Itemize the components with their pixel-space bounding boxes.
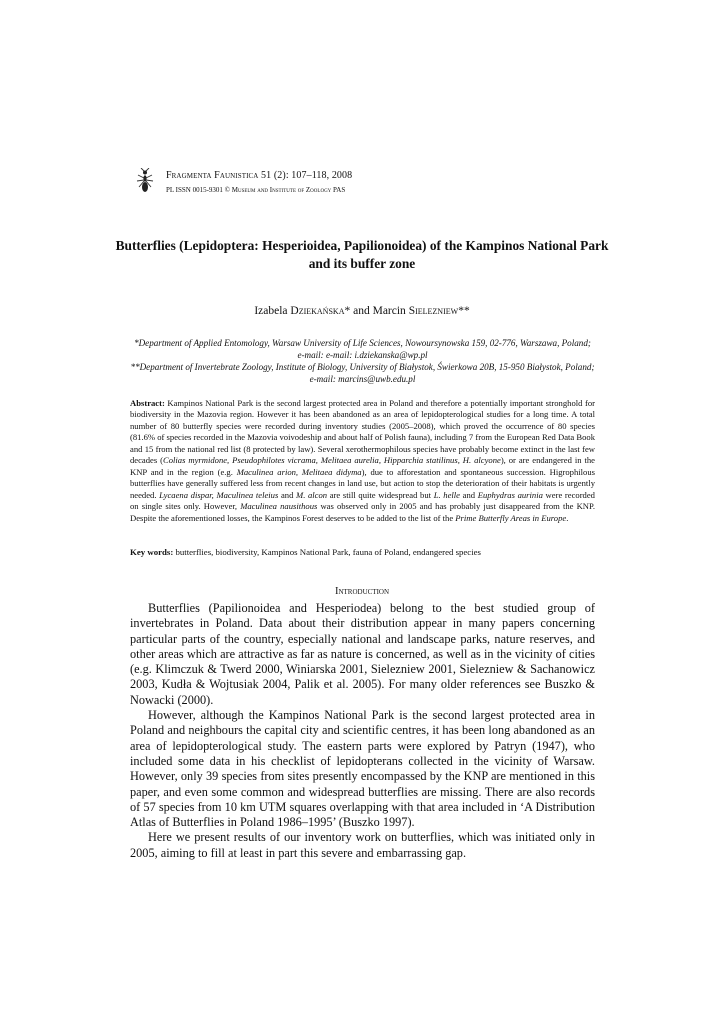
issn-text: PL ISSN 0015-9301 © <box>166 186 232 194</box>
abstract-species: L. helle <box>433 489 460 500</box>
abstract-species: M. alcon <box>296 489 328 500</box>
issn-line <box>166 186 345 194</box>
author2-mark: ** <box>458 305 470 317</box>
body-paragraph: Here we present results of our inventory work on butterflies, which was initiated only in 2005, aiming to fill at least in part this severe and embarrassing gap. <box>130 830 595 860</box>
body-paragraph: Butterflies (Papilionoidea and Hesperiodea) belong to the best studied group of invertebrates in Poland. Data about their distribution appear in many papers concerning particular parts of the country, especially national and landscape parks, nature reserves, and other areas which are attractive as far as nature is concerned, as well as in the vicinity of cities (e.g. Klimczuk & Twerd 2000, Winiarska 2001, Sielezniew 2001, Sielezniew & Sachanowicz 2003, Kudła & Wojtusiak 2004, Palik et al. 2005). For many older references see Buszko & Nowacki (2000). <box>130 601 595 707</box>
abstract-text: and <box>278 489 297 500</box>
ant-logo-icon <box>135 168 155 194</box>
author2-last: Sielezniew <box>408 305 459 317</box>
author1-first: Izabela <box>254 305 291 317</box>
abstract-label: Abstract: <box>130 398 165 408</box>
publisher-name: Museum and Institute of Zoology PAS <box>231 186 346 194</box>
abstract-italic-phrase: Prime Butterfly Areas in Europe <box>455 512 567 523</box>
journal-volume: 51 (2): 107–118, 2008 <box>258 170 353 181</box>
author-joiner: and Marcin <box>350 305 409 317</box>
abstract-text: was observed only in 2005 and has probably just disappeared from the KNP. Despite the aforementioned losses, the Kampinos Forest deserves to be added to the list of the <box>130 501 595 523</box>
keywords <box>130 547 595 557</box>
affiliations <box>130 337 595 385</box>
author1-mark: * <box>344 305 351 317</box>
abstract <box>130 398 595 524</box>
journal-citation <box>166 170 352 181</box>
keywords-label: Key words: <box>130 547 174 557</box>
paper-title: Butterflies (Lepidoptera: Hesperioidea, Papilionoidea) of the Kampinos National Park and its buffer zone <box>115 238 609 271</box>
abstract-text: ), or are endangered in the KNP and in the region (e.g. <box>130 455 595 477</box>
abstract-text: and <box>459 489 478 500</box>
body-paragraph: However, although the Kampinos National Park is the second largest protected area in Poland and neighbours the capital city and scientific centres, it has been long abandoned as an area of lepidopterological study. The eastern parts were explored by Patryn (1947), who included some data in his checklist of lepidopterans collected in the vicinity of Warsaw. However, only 39 species from sites presently encompassed by the KNP are mentioned in this paper, and even some common and widespread butterflies are missing. There are also records of 57 species from 10 km UTM squares overlapping with that area included in ‘A Distribution Atlas of Butterflies in Poland 1986–1995’ (Buszko 1997). <box>130 708 595 830</box>
abstract-species: Euphydras aurinia <box>477 489 543 500</box>
abstract-species: Lycaena dispar, Maculinea teleius <box>159 489 279 500</box>
abstract-species: Maculinea nausithous <box>240 501 318 512</box>
abstract-text: were recorded on single sites only. However, <box>130 489 595 512</box>
abstract-text: Kampinos National Park is the second largest protected area in Poland and therefore a potentially important stronghold for biodiversity in the Mazovia region. However it has been abandoned as an area of lepidopterological studies for a long time. A total number of 80 butterfly species were recorded during inventory studies (2005–2008), which proved the occurrence of 80 species (81.6% of species recorded in the Mazovia voivodeship and about half of Polish fauna), including 7 from the European Red Data Book and 15 from the national red list (8 protected by law). Several xerothermophilous species have probably become extinct in the last few decades ( <box>130 398 595 466</box>
author1-last: Dziekańska <box>290 305 345 317</box>
abstract-text: ), due to afforestation and spontaneous succession. Higrophilous butterflies have generally suffered less from recent changes in land use, but action to stop the deterioration of their habitats is urgently needed. <box>130 466 595 500</box>
abstract-text: . <box>566 512 569 523</box>
author-line <box>110 305 614 317</box>
abstract-text: are still quite widespread but <box>327 489 434 500</box>
body-text <box>130 601 595 861</box>
affiliation-1: *Department of Applied Entomology, Warsaw University of Life Sciences, Nowoursynowska 159, 02-776, Warszawa, Poland; e-mail: e-mail: i.dziekanska@wp.pl <box>134 338 591 360</box>
journal-name: Fragmenta Faunistica <box>166 170 259 181</box>
keywords-text: butterflies, biodiversity, Kampinos National Park, fauna of Poland, endangered species <box>173 547 481 557</box>
section-heading-introduction: Introduction <box>334 586 390 597</box>
abstract-species: Colias myrmidone, Pseudophilotes vicrama, Melitaea aurelia, Hipparchia statilinus, H. alcyone <box>163 455 501 466</box>
abstract-species: Maculinea arion, Melitaea didyma <box>236 466 362 477</box>
affiliation-2: **Department of Invertebrate Zoology, Institute of Biology, University of Białystok, Świerkowa 20B, 15-950 Białystok, Poland; e-mail: marcins@uwb.edu.pl <box>130 362 595 384</box>
